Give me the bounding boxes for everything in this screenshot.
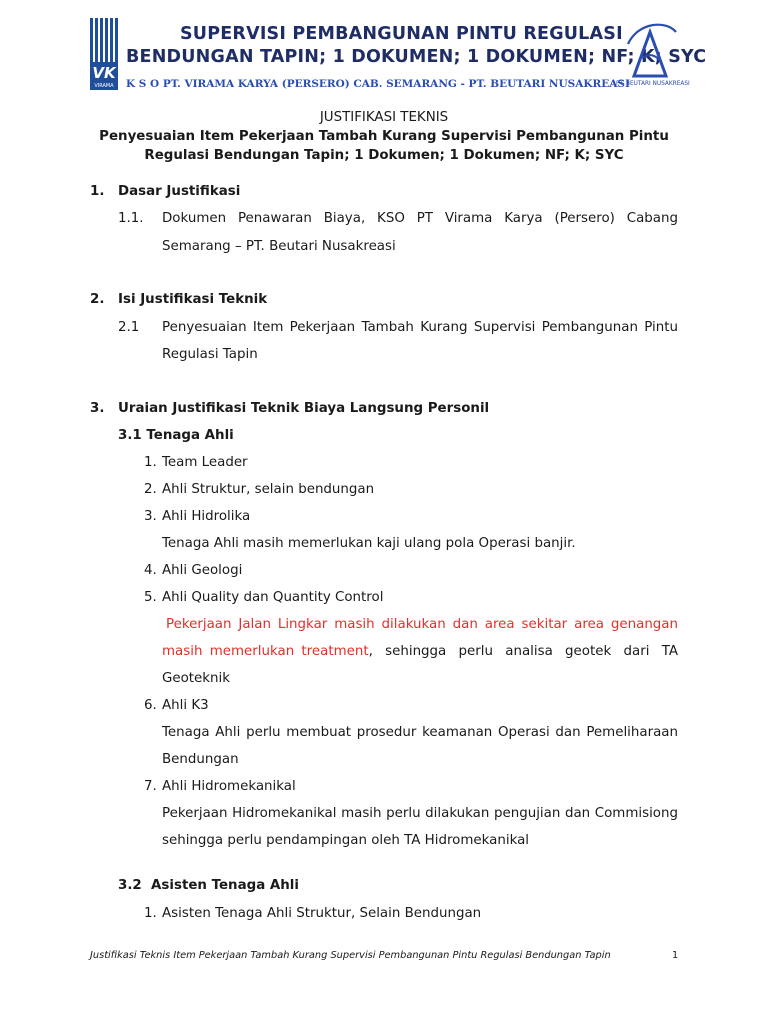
qqc-note-line-2 [162,644,678,659]
section-2-heading: Isi Justifikasi Teknik [118,292,268,307]
beutari-logo-name: PT. BEUTARI NUSAKREASI [616,81,690,87]
subsection-3-1-heading: 3.1 Tenaga Ahli [118,428,234,443]
document-title: JUSTIFIKASI TEKNIS [319,110,449,125]
list-item-label: Ahli Hidrolika [162,509,251,524]
document-subtitle-line-1: Penyesuaian Item Pekerjaan Tambah Kurang Supervisi Pembangunan Pintu [99,129,669,144]
list-item-label: Ahli Quality dan Quantity Control [162,590,384,605]
list-item-label: Ahli Hidromekanikal [162,779,296,794]
item-1-1-line-2: Semarang – PT. Beutari Nusakreasi [162,239,396,254]
item-1-1-number: 1.1. [118,211,144,226]
list-item-number: 6. [144,698,157,713]
section-2-number: 2. [90,292,105,307]
section-1-heading: Dasar Justifikasi [118,184,241,199]
page-number: 1 [672,950,679,961]
logo-stripes [90,18,118,62]
item-2-1-line-1: Penyesuaian Item Pekerjaan Tambah Kurang Supervisi Pembangunan Pintu [162,320,678,335]
section-3-number: 3. [90,401,105,416]
list-item-number: 7. [144,779,157,794]
list-item-label: Ahli Geologi [162,563,243,578]
letterhead-line-2: BENDUNGAN TAPIN; 1 DOKUMEN; 1 DOKUMEN; NF; K; SYC [126,47,707,67]
qqc-note-text-line-2: , sehingga perlu analisa geotek dari TA [368,644,678,659]
list-item-number: 5. [144,590,157,605]
letterhead [90,18,707,94]
list-item-number: 4. [144,563,157,578]
qqc-note-highlight-line-1: Pekerjaan Jalan Lingkar masih dilakukan dan area sekitar area genangan [166,617,678,632]
item-2-1-line-2: Regulasi Tapin [162,347,258,362]
letterhead-line-3: K S O PT. VIRAMA KARYA (PERSERO) CAB. SEMARANG - PT. BEUTARI NUSAKREASI [126,78,630,90]
logo-mark: VK [92,64,116,82]
list-item-number: 1. [144,455,157,470]
qqc-note-highlight-line-2: masih memerlukan treatment [162,644,369,659]
virama-karya-logo [90,18,118,90]
logo-wordmark: VIRAMA [94,83,114,89]
k3-note-line-1: Tenaga Ahli perlu membuat prosedur keamanan Operasi dan Pemeliharaan [162,725,678,740]
page-footer: Justifikasi Teknis Item Pekerjaan Tambah Kurang Supervisi Pembangunan Pintu Regulasi Bendungan Tapin [90,950,611,961]
list-item-label: Ahli Struktur, selain bendungan [162,482,375,497]
beutari-logo [620,18,680,84]
hidromekanikal-note-line-2: sehingga perlu pendampingan oleh TA Hidromekanikal [162,833,530,848]
item-1-1-line-1: Dokumen Penawaran Biaya, KSO PT Virama Karya (Persero) Cabang [162,211,678,226]
document-subtitle-line-2: Regulasi Bendungan Tapin; 1 Dokumen; 1 Dokumen; NF; K; SYC [144,148,624,163]
section-3-heading: Uraian Justifikasi Teknik Biaya Langsung Personil [118,401,490,416]
list-item-number: 3. [144,509,157,524]
qqc-note-line-3: Geoteknik [162,671,231,686]
k3-note-line-2: Bendungan [162,752,239,767]
subsection-3-2-heading: 3.2 Asisten Tenaga Ahli [118,878,299,893]
item-2-1-number: 2.1 [118,320,140,335]
list-item-label: Asisten Tenaga Ahli Struktur, Selain Bendungan [162,906,482,921]
section-1-number: 1. [90,184,105,199]
hidrolika-note: Tenaga Ahli masih memerlukan kaji ulang pola Operasi banjir. [162,536,576,551]
letterhead-line-1: SUPERVISI PEMBANGUNAN PINTU REGULASI [180,24,623,44]
list-item-number: 2. [144,482,157,497]
list-item-number: 1. [144,906,157,921]
list-item-label: Team Leader [162,455,248,470]
hidromekanikal-note-line-1: Pekerjaan Hidromekanikal masih perlu dilakukan pengujian dan Commisiong [162,806,678,821]
list-item-label: Ahli K3 [162,698,209,713]
